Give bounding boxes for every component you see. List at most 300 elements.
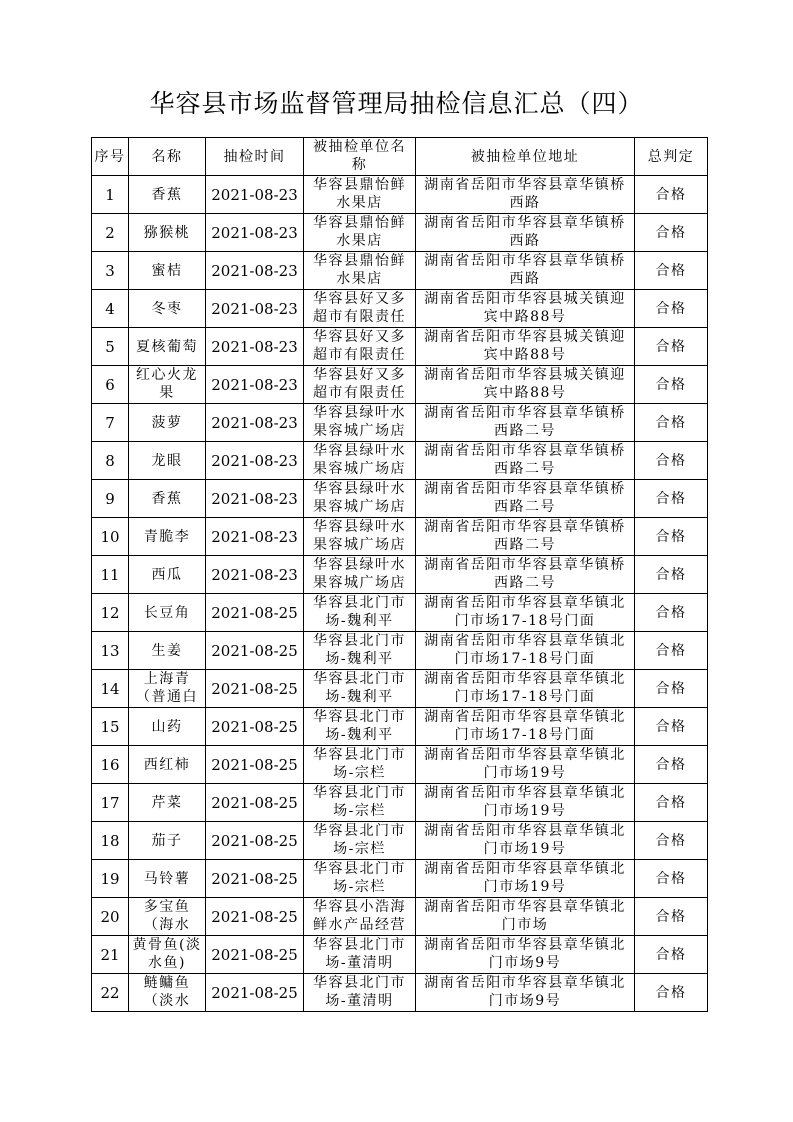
cell-text: 华容县好又多 超市有限责任 xyxy=(313,367,406,401)
cell-unit-name xyxy=(304,404,416,442)
cell-unit-name xyxy=(304,784,416,822)
cell-text: 2021-08-23 xyxy=(211,527,298,546)
cell-name xyxy=(129,328,206,366)
cell-text: 多宝鱼 （海水 xyxy=(143,899,191,933)
cell-text: 湖南省岳阳市华容县章华镇北 门市场19号 xyxy=(424,785,626,819)
cell-text: 湖南省岳阳市华容县章华镇北 门市场 xyxy=(424,899,626,933)
cell-date xyxy=(206,860,304,898)
cell-text: 上海青 （普通白 xyxy=(136,671,198,705)
cell-unit-name xyxy=(304,936,416,974)
cell-date xyxy=(206,290,304,328)
table-row xyxy=(92,632,708,670)
table-row xyxy=(92,784,708,822)
cell-text: 2021-08-23 xyxy=(211,261,298,280)
cell-seq xyxy=(92,328,129,366)
cell-date xyxy=(206,214,304,252)
cell-text: 华容县小浩海 鲜水产品经营 xyxy=(313,899,406,933)
cell-unit-name xyxy=(304,366,416,404)
cell-seq xyxy=(92,708,129,746)
table-row xyxy=(92,974,708,1012)
cell-unit-address xyxy=(416,936,635,974)
table-row xyxy=(92,328,708,366)
table-row xyxy=(92,176,708,214)
cell-text: 11 xyxy=(100,565,120,584)
cell-text: 湖南省岳阳市华容县章华镇北 门市场9号 xyxy=(424,937,626,971)
cell-unit-name xyxy=(304,822,416,860)
cell-text: 20 xyxy=(100,907,120,926)
cell-verdict xyxy=(635,214,708,252)
cell-seq xyxy=(92,480,129,518)
cell-verdict xyxy=(635,176,708,214)
cell-verdict xyxy=(635,404,708,442)
cell-text: 7 xyxy=(105,413,115,432)
cell-seq xyxy=(92,898,129,936)
cell-unit-name xyxy=(304,176,416,214)
cell-text: 2021-08-23 xyxy=(211,223,298,242)
cell-date xyxy=(206,556,304,594)
cell-name xyxy=(129,214,206,252)
cell-verdict xyxy=(635,784,708,822)
cell-verdict xyxy=(635,366,708,404)
cell-unit-address xyxy=(416,366,635,404)
header-date xyxy=(206,138,304,176)
cell-text: 2021-08-25 xyxy=(211,945,298,964)
cell-text: 湖南省岳阳市华容县章华镇桥 西路 xyxy=(424,215,626,249)
cell-unit-address xyxy=(416,480,635,518)
header-unit-name xyxy=(304,138,416,176)
cell-text: 21 xyxy=(100,945,120,964)
cell-unit-name xyxy=(304,328,416,366)
cell-text: 15 xyxy=(100,717,120,736)
cell-unit-name xyxy=(304,556,416,594)
cell-text: 2021-08-23 xyxy=(211,337,298,356)
table-row xyxy=(92,556,708,594)
cell-text: 湖南省岳阳市华容县章华镇桥 西路二号 xyxy=(424,557,626,591)
cell-text: 湖南省岳阳市华容县章华镇北 门市场17-18号门面 xyxy=(424,595,626,629)
cell-seq xyxy=(92,746,129,784)
cell-text: 合格 xyxy=(655,224,687,241)
cell-unit-address xyxy=(416,708,635,746)
cell-verdict xyxy=(635,632,708,670)
cell-name xyxy=(129,556,206,594)
cell-name xyxy=(129,404,206,442)
table-row xyxy=(92,214,708,252)
cell-unit-name xyxy=(304,480,416,518)
cell-verdict xyxy=(635,290,708,328)
cell-text: 9 xyxy=(105,489,115,508)
cell-date xyxy=(206,898,304,936)
cell-unit-address xyxy=(416,594,635,632)
cell-text: 鲢鳙鱼 （淡水 xyxy=(143,975,191,1009)
cell-name xyxy=(129,822,206,860)
cell-unit-name xyxy=(304,708,416,746)
cell-text: 华容县北门市 场-宗栏 xyxy=(313,747,406,781)
cell-unit-address xyxy=(416,974,635,1012)
cell-text: 湖南省岳阳市华容县章华镇北 门市场17-18号门面 xyxy=(424,671,626,705)
cell-text: 合格 xyxy=(655,452,687,469)
cell-name xyxy=(129,784,206,822)
table-body xyxy=(92,176,708,1012)
cell-text: 华容县鼎怡鲜 水果店 xyxy=(313,177,406,211)
cell-text: 湖南省岳阳市华容县章华镇桥 西路二号 xyxy=(424,405,626,439)
header-label: 总判定 xyxy=(647,148,695,165)
cell-date xyxy=(206,328,304,366)
cell-text: 华容县绿叶水 果容城广场店 xyxy=(313,557,406,591)
cell-text: 合格 xyxy=(655,832,687,849)
header-name xyxy=(129,138,206,176)
cell-text: 2 xyxy=(105,223,115,242)
cell-text: 湖南省岳阳市华容县章华镇北 门市场17-18号门面 xyxy=(424,709,626,743)
table-row xyxy=(92,898,708,936)
cell-name xyxy=(129,518,206,556)
cell-unit-name xyxy=(304,594,416,632)
cell-name xyxy=(129,176,206,214)
cell-unit-address xyxy=(416,670,635,708)
cell-text: 西红柿 xyxy=(143,756,191,773)
table-row xyxy=(92,594,708,632)
cell-verdict xyxy=(635,442,708,480)
table-row xyxy=(92,480,708,518)
cell-unit-name xyxy=(304,670,416,708)
cell-unit-address xyxy=(416,176,635,214)
cell-text: 华容县绿叶水 果容城广场店 xyxy=(313,443,406,477)
cell-text: 蜜桔 xyxy=(151,262,183,279)
cell-text: 华容县鼎怡鲜 水果店 xyxy=(313,215,406,249)
cell-unit-name xyxy=(304,290,416,328)
cell-seq xyxy=(92,366,129,404)
cell-seq xyxy=(92,252,129,290)
cell-name xyxy=(129,594,206,632)
cell-text: 合格 xyxy=(655,528,687,545)
table-row xyxy=(92,746,708,784)
cell-seq xyxy=(92,974,129,1012)
cell-text: 6 xyxy=(105,375,115,394)
cell-date xyxy=(206,822,304,860)
cell-text: 华容县北门市 场-宗栏 xyxy=(313,823,406,857)
cell-text: 合格 xyxy=(655,908,687,925)
cell-text: 合格 xyxy=(655,642,687,659)
cell-date xyxy=(206,784,304,822)
cell-text: 5 xyxy=(105,337,115,356)
cell-verdict xyxy=(635,556,708,594)
cell-date xyxy=(206,936,304,974)
cell-text: 合格 xyxy=(655,718,687,735)
cell-verdict xyxy=(635,252,708,290)
cell-text: 山药 xyxy=(151,718,183,735)
cell-text: 2021-08-25 xyxy=(211,603,298,622)
cell-text: 华容县绿叶水 果容城广场店 xyxy=(313,481,406,515)
cell-text: 华容县北门市 场-董清明 xyxy=(313,975,406,1009)
cell-text: 2021-08-25 xyxy=(211,869,298,888)
cell-unit-address xyxy=(416,784,635,822)
cell-unit-name xyxy=(304,746,416,784)
cell-text: 2021-08-23 xyxy=(211,185,298,204)
table-row xyxy=(92,290,708,328)
cell-verdict xyxy=(635,328,708,366)
cell-text: 合格 xyxy=(655,604,687,621)
cell-seq xyxy=(92,594,129,632)
cell-seq xyxy=(92,290,129,328)
cell-text: 湖南省岳阳市华容县章华镇北 门市场19号 xyxy=(424,861,626,895)
cell-unit-name xyxy=(304,442,416,480)
cell-date xyxy=(206,480,304,518)
cell-text: 2021-08-23 xyxy=(211,299,298,318)
cell-unit-name xyxy=(304,518,416,556)
cell-name xyxy=(129,746,206,784)
cell-date xyxy=(206,518,304,556)
cell-unit-address xyxy=(416,214,635,252)
cell-verdict xyxy=(635,936,708,974)
cell-unit-address xyxy=(416,746,635,784)
cell-unit-address xyxy=(416,632,635,670)
cell-text: 合格 xyxy=(655,984,687,1001)
cell-text: 合格 xyxy=(655,794,687,811)
cell-text: 8 xyxy=(105,451,115,470)
cell-unit-address xyxy=(416,442,635,480)
table-row xyxy=(92,936,708,974)
cell-text: 菠萝 xyxy=(151,414,183,431)
cell-text: 马铃薯 xyxy=(143,870,191,887)
cell-date xyxy=(206,632,304,670)
cell-text: 2021-08-25 xyxy=(211,907,298,926)
cell-date xyxy=(206,670,304,708)
cell-text: 2021-08-25 xyxy=(211,679,298,698)
cell-unit-address xyxy=(416,860,635,898)
cell-verdict xyxy=(635,480,708,518)
cell-name xyxy=(129,366,206,404)
cell-text: 14 xyxy=(100,679,120,698)
cell-date xyxy=(206,442,304,480)
cell-text: 香蕉 xyxy=(151,186,183,203)
table-row xyxy=(92,442,708,480)
cell-seq xyxy=(92,442,129,480)
cell-verdict xyxy=(635,518,708,556)
cell-text: 2021-08-23 xyxy=(211,413,298,432)
cell-text: 湖南省岳阳市华容县章华镇桥 西路 xyxy=(424,253,626,287)
table-row xyxy=(92,670,708,708)
cell-text: 黄骨鱼(淡 水鱼) xyxy=(132,937,202,971)
cell-name xyxy=(129,898,206,936)
cell-unit-name xyxy=(304,974,416,1012)
cell-text: 猕猴桃 xyxy=(143,224,191,241)
cell-text: 2021-08-23 xyxy=(211,451,298,470)
cell-date xyxy=(206,594,304,632)
cell-text: 合格 xyxy=(655,376,687,393)
cell-name xyxy=(129,442,206,480)
cell-verdict xyxy=(635,974,708,1012)
cell-text: 湖南省岳阳市华容县章华镇桥 西路 xyxy=(424,177,626,211)
header-label: 抽检时间 xyxy=(223,148,286,165)
header-label: 序号 xyxy=(94,148,126,165)
cell-seq xyxy=(92,404,129,442)
cell-text: 华容县好又多 超市有限责任 xyxy=(313,291,406,325)
cell-text: 16 xyxy=(100,755,120,774)
cell-text: 湖南省岳阳市华容县城关镇迎 宾中路88号 xyxy=(424,291,626,325)
cell-seq xyxy=(92,860,129,898)
cell-text: 华容县北门市 场-宗栏 xyxy=(313,785,406,819)
cell-text: 2021-08-25 xyxy=(211,831,298,850)
cell-text: 2021-08-23 xyxy=(211,489,298,508)
cell-seq xyxy=(92,784,129,822)
cell-unit-name xyxy=(304,252,416,290)
cell-text: 2021-08-25 xyxy=(211,717,298,736)
cell-text: 合格 xyxy=(655,338,687,355)
cell-text: 2021-08-25 xyxy=(211,755,298,774)
cell-verdict xyxy=(635,860,708,898)
cell-seq xyxy=(92,632,129,670)
cell-text: 长豆角 xyxy=(143,604,191,621)
cell-text: 湖南省岳阳市华容县城关镇迎 宾中路88号 xyxy=(424,367,626,401)
cell-unit-address xyxy=(416,556,635,594)
cell-unit-address xyxy=(416,898,635,936)
cell-verdict xyxy=(635,708,708,746)
cell-seq xyxy=(92,936,129,974)
cell-text: 华容县北门市 场-董清明 xyxy=(313,937,406,971)
cell-text: 冬枣 xyxy=(151,300,183,317)
cell-text: 湖南省岳阳市华容县章华镇北 门市场17-18号门面 xyxy=(424,633,626,667)
cell-unit-name xyxy=(304,898,416,936)
cell-text: 2021-08-23 xyxy=(211,565,298,584)
cell-text: 华容县北门市 场-魏利平 xyxy=(313,709,406,743)
cell-name xyxy=(129,670,206,708)
cell-name xyxy=(129,252,206,290)
cell-text: 夏核葡萄 xyxy=(136,338,198,355)
cell-unit-address xyxy=(416,328,635,366)
cell-text: 红心火龙 果 xyxy=(136,367,198,401)
cell-text: 湖南省岳阳市华容县章华镇北 门市场9号 xyxy=(424,975,626,1009)
header-seq xyxy=(92,138,129,176)
cell-text: 2021-08-25 xyxy=(211,983,298,1002)
table-row xyxy=(92,518,708,556)
cell-text: 2021-08-25 xyxy=(211,793,298,812)
cell-text: 合格 xyxy=(655,490,687,507)
header-label: 名称 xyxy=(151,148,183,165)
header-verdict xyxy=(635,138,708,176)
table-row xyxy=(92,252,708,290)
cell-date xyxy=(206,252,304,290)
cell-verdict xyxy=(635,746,708,784)
cell-unit-name xyxy=(304,214,416,252)
cell-text: 12 xyxy=(100,603,120,622)
table-row xyxy=(92,822,708,860)
cell-seq xyxy=(92,518,129,556)
header-label: 被抽检单位地址 xyxy=(470,148,580,165)
cell-text: 湖南省岳阳市华容县章华镇北 门市场19号 xyxy=(424,747,626,781)
cell-text: 合格 xyxy=(655,414,687,431)
cell-text: 华容县鼎怡鲜 水果店 xyxy=(313,253,406,287)
cell-text: 13 xyxy=(100,641,120,660)
cell-text: 华容县绿叶水 果容城广场店 xyxy=(313,519,406,553)
cell-text: 湖南省岳阳市华容县城关镇迎 宾中路88号 xyxy=(424,329,626,363)
cell-text: 华容县北门市 场-魏利平 xyxy=(313,595,406,629)
cell-seq xyxy=(92,822,129,860)
cell-seq xyxy=(92,176,129,214)
cell-text: 湖南省岳阳市华容县章华镇北 门市场19号 xyxy=(424,823,626,857)
cell-date xyxy=(206,746,304,784)
cell-text: 合格 xyxy=(655,946,687,963)
cell-text: 4 xyxy=(105,299,115,318)
cell-verdict xyxy=(635,822,708,860)
cell-text: 香蕉 xyxy=(151,490,183,507)
cell-date xyxy=(206,176,304,214)
cell-text: 18 xyxy=(100,831,120,850)
cell-text: 生姜 xyxy=(151,642,183,659)
cell-name xyxy=(129,632,206,670)
table-row xyxy=(92,366,708,404)
cell-name xyxy=(129,290,206,328)
cell-date xyxy=(206,404,304,442)
cell-text: 合格 xyxy=(655,566,687,583)
header-unit-address xyxy=(416,138,635,176)
cell-text: 湖南省岳阳市华容县章华镇桥 西路二号 xyxy=(424,519,626,553)
cell-seq xyxy=(92,670,129,708)
cell-date xyxy=(206,366,304,404)
cell-text: 3 xyxy=(105,261,115,280)
cell-text: 17 xyxy=(100,793,120,812)
cell-text: 西瓜 xyxy=(151,566,183,583)
cell-text: 合格 xyxy=(655,186,687,203)
cell-text: 合格 xyxy=(655,756,687,773)
cell-text: 龙眼 xyxy=(151,452,183,469)
document-title: 华容县市场监督管理局抽检信息汇总（四） xyxy=(149,89,644,118)
cell-date xyxy=(206,708,304,746)
cell-text: 19 xyxy=(100,869,120,888)
cell-text: 2021-08-25 xyxy=(211,641,298,660)
cell-text: 22 xyxy=(100,983,120,1002)
cell-text: 茄子 xyxy=(151,832,183,849)
table-row xyxy=(92,860,708,898)
cell-unit-address xyxy=(416,822,635,860)
cell-text: 合格 xyxy=(655,680,687,697)
cell-seq xyxy=(92,214,129,252)
cell-unit-address xyxy=(416,518,635,556)
cell-verdict xyxy=(635,670,708,708)
cell-text: 华容县北门市 场-魏利平 xyxy=(313,633,406,667)
cell-unit-name xyxy=(304,860,416,898)
cell-verdict xyxy=(635,898,708,936)
cell-text: 华容县北门市 场-宗栏 xyxy=(313,861,406,895)
cell-name xyxy=(129,480,206,518)
cell-text: 华容县绿叶水 果容城广场店 xyxy=(313,405,406,439)
table-header-row xyxy=(92,138,708,176)
cell-name xyxy=(129,708,206,746)
cell-date xyxy=(206,974,304,1012)
cell-text: 合格 xyxy=(655,300,687,317)
header-label: 被抽检单位名 称 xyxy=(313,139,406,173)
cell-name xyxy=(129,860,206,898)
cell-text: 合格 xyxy=(655,262,687,279)
cell-text: 华容县好又多 超市有限责任 xyxy=(313,329,406,363)
cell-text: 青脆李 xyxy=(143,528,191,545)
table-row xyxy=(92,708,708,746)
cell-text: 2021-08-23 xyxy=(211,375,298,394)
cell-unit-name xyxy=(304,632,416,670)
cell-verdict xyxy=(635,594,708,632)
cell-unit-address xyxy=(416,252,635,290)
cell-unit-address xyxy=(416,404,635,442)
cell-name xyxy=(129,936,206,974)
cell-text: 湖南省岳阳市华容县章华镇桥 西路二号 xyxy=(424,443,626,477)
cell-text: 合格 xyxy=(655,870,687,887)
cell-name xyxy=(129,974,206,1012)
cell-text: 华容县北门市 场-魏利平 xyxy=(313,671,406,705)
cell-text: 1 xyxy=(105,185,115,204)
cell-text: 湖南省岳阳市华容县章华镇桥 西路二号 xyxy=(424,481,626,515)
inspection-table xyxy=(91,137,708,1012)
cell-text: 10 xyxy=(100,527,120,546)
cell-unit-address xyxy=(416,290,635,328)
cell-text: 芹菜 xyxy=(151,794,183,811)
